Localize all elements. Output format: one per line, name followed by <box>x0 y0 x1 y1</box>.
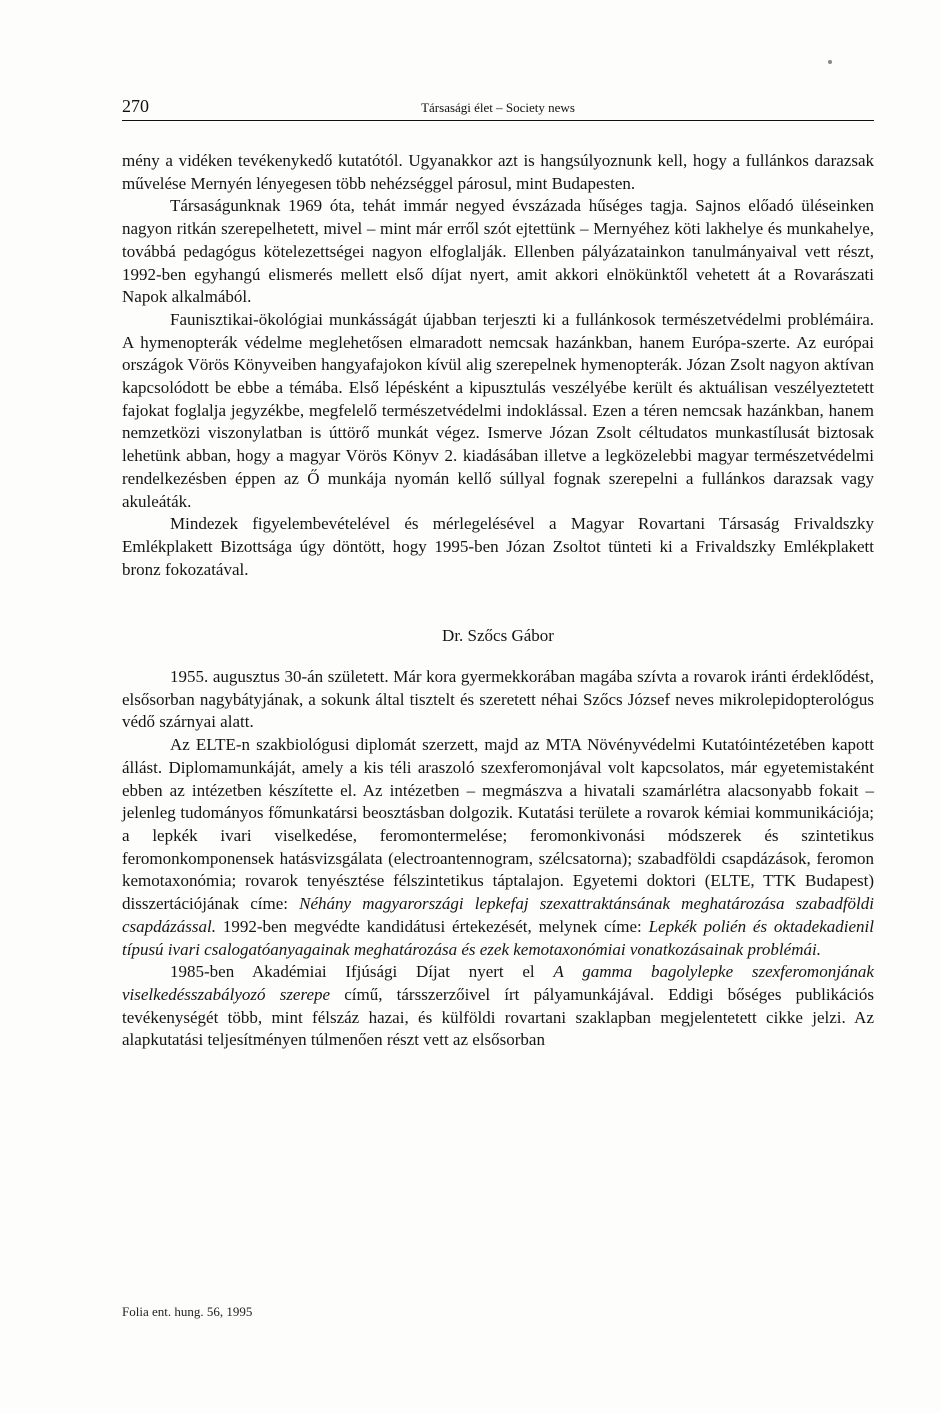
paragraph-text: Az ELTE-n szakbiológusi diplomát szerzett, majd az MTA Növényvédelmi Kutatóintézetében kapott állást. Diplomamunkáját, amely a kis téli araszoló szexferomonjával volt kapcsolatos, már egyetemistaként ebben az intézetben készítette el. Az intézetben – megmászva a hivatali szamárlétra alacsonyabb fokait – jelenleg tudományos főmunkatársi beosztásban dolgozik. Kutatási területe a rovarok kémiai kommunikációja; a lepkék ivari viselkedése, feromontermelése; feromonkivonási módszerek és szintetikus feromonkomponensek hatásvizsgálata (electroantennogram, szélcsatorna); szabadföldi csapdázások, feromon kemotaxonómia; rovarok tenyésztése félszintetikus táptalajon. Egyetemi doktori (ELTE, TTK Budapest) disszertációjának címe: <box>122 735 874 914</box>
page-number: 270 <box>122 96 149 116</box>
paragraph <box>122 734 874 961</box>
article-body <box>122 150 874 1052</box>
page-header <box>122 96 874 121</box>
page-footer: Folia ent. hung. 56, 1995 <box>122 1304 253 1319</box>
paragraph: Társaságunknak 1969 óta, tehát immár negyed évszázada hűséges tagja. Sajnos előadó üléseinken nagyon ritkán szerepelhetett, mivel – mint már erről szót ejtettünk – Mernyéhez köti lakhelye és munkahelye, továbbá pedagógus kötelezettségei nagyon elfoglalják. Ellenben pályázatainkon tanulmányaival vett részt, 1992-ben egyhangú elismerés mellett első díjat nyert, amit akkori elnökünktől vehetett át a Rovarászati Napok alkalmából. <box>122 196 874 307</box>
paragraph: mény a vidéken tevékenykedő kutatótól. Ugyanakkor azt is hangsúlyoznunk kell, hogy a fullánkos darazsak művelése Mernyén lényegesen több nehézséggel párosul, mint Budapesten. <box>122 151 874 193</box>
award-work-title: A gamma bagolylepke szexferomonjának viselkedésszabályozó szerepe <box>122 962 874 1004</box>
paragraph: Mindezek figyelembevételével és mérlegelésével a Magyar Rovartani Társaság Frivaldszky Emlékplakett Bizottsága úgy döntött, hogy 1995-ben Józan Zsoltot tünteti ki a Frivaldszky Emlékplakett bronz fokozatával. <box>122 514 874 579</box>
thesis-title: Lepkék polién és oktadekadienil típusú ivari csalogatóanyagainak meghatározása és ezek kemotaxonómiai vonatkozásainak problémái. <box>122 916 874 959</box>
section-title: Dr. Szőcs Gábor <box>442 626 554 646</box>
paragraph: Faunisztikai-ökológiai munkásságát újabban terjeszti ki a fullánkosok természetvédelmi problémáira. A hymenopterák védelme meglehetősen elmaradott nemcsak hazánkban, hanem Európa-szerte. Az európai országok Vörös Könyveiben hangyafajokon kívül alig szerepelnek hymenopterák. Józan Zsolt nagyon aktívan kapcsolódott be ebbe a témába. Első lépésként a kipusztulás veszélyébe került és aktuálisan veszélyeztetett fajokat foglalja jegyzékbe, megfelelő természetvédelmi indoklással. Ezen a téren nemcsak hazánkban, hanem nemzetközi viszonylatban is úttörő munkát végez. Ismerve Józan Zsolt céltudatos munkastílusát biztosak lehetünk abban, hogy a magyar Vörös Könyv 2. kiadásában illetve a legközelebbi magyar természetvédelmi rendelkezésben éppen az Ő munkája nyomán kellő súllyal fognak szerepelni a fullánkos darazsak vagy akuleáták. <box>122 309 874 511</box>
scan-speck <box>828 60 832 64</box>
paragraph: 1955. augusztus 30-án született. Már kora gyermekkorában magába szívta a rovarok iránti érdeklődést, elsősorban nagybátyjának, a sokunk által tisztelt és szeretett néhai Szőcs József neves mikrolepidopterológus védő szárnyai alatt. <box>122 667 874 732</box>
running-head: Társasági élet – Society news <box>421 100 575 115</box>
paragraph <box>122 961 874 1052</box>
paragraph-text: című, társszerzőivel írt pályamunkájával. Eddigi bőséges publikációs tevékenységét több, mint félszáz hazai, és külföldi rovartani szaklapban megjelentetett cikke jelzi. Az alapkutatási teljesítményen túlmenően részt vett az elsősorban <box>122 984 875 1050</box>
paragraph-text: 1992-ben megvédte kandidátusi értekezését, melynek címe: <box>215 916 649 936</box>
paragraph-text: 1985-ben Akadémiai Ifjúsági Díjat nyert el <box>170 962 554 982</box>
dissertation-title: Néhány magyarországi lepkefaj szexattraktánsának meghatározása szabadföldi csapdázással. <box>122 894 875 936</box>
